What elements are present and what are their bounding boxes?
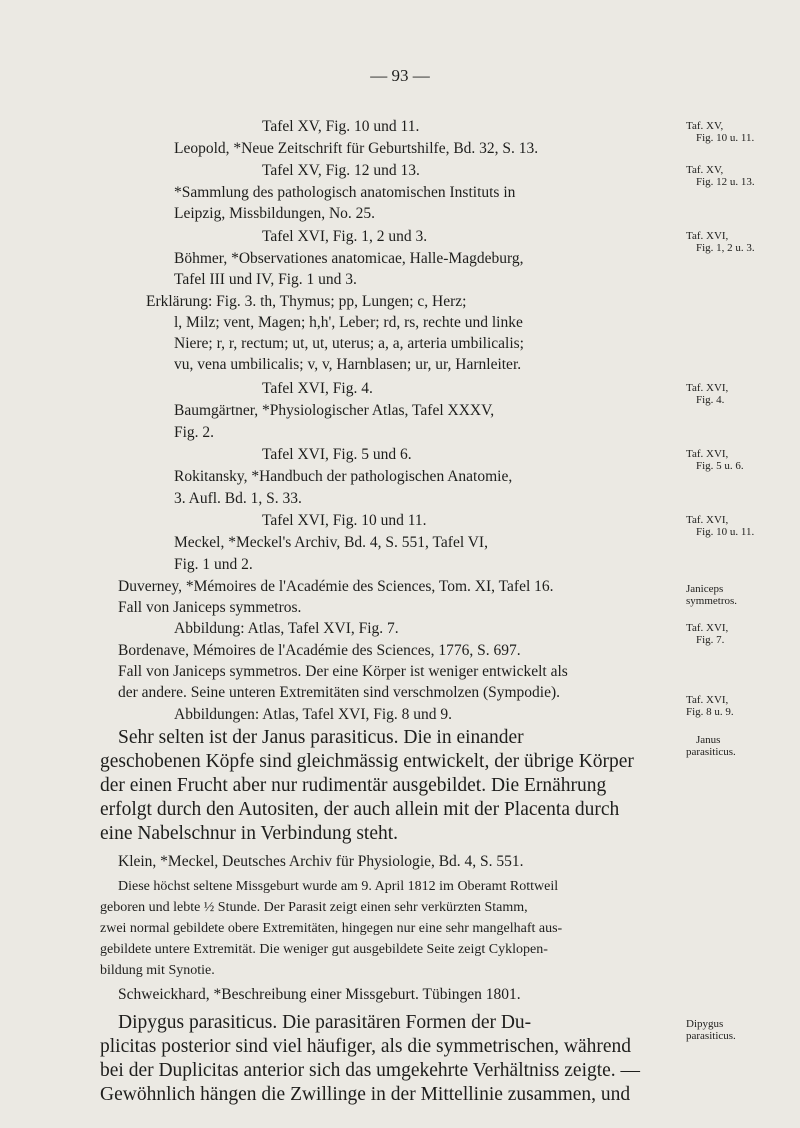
text-line: Klein, *Meckel, Deutsches Archiv für Physiologie, Bd. 4, S. 551. <box>118 853 524 870</box>
text-line: Dipygus parasiticus. Die parasitären Formen der Du- <box>118 1012 532 1033</box>
text-line: Erklärung: Fig. 3. th, Thymus; pp, Lungen; c, Herz; <box>146 293 467 310</box>
margin-note-line: Janus <box>696 734 721 746</box>
margin-note-line: symmetros. <box>686 595 738 607</box>
margin-note-line: Fig. 1, 2 u. 3. <box>696 242 755 254</box>
text-line: Fall von Janiceps symmetros. Der eine Körper ist weniger entwickelt als <box>118 663 568 680</box>
text-line: geboren und lebte ½ Stunde. Der Parasit zeigt einen sehr verkürzten Stamm, <box>100 900 528 915</box>
text-line: Schweickhard, *Beschreibung einer Missgeburt. Tübingen 1801. <box>118 986 521 1003</box>
text-line: gebildete untere Extremität. Die weniger gut ausgebildete Seite zeigt Cyklopen- <box>100 942 548 957</box>
margin-note-line: parasiticus. <box>686 1030 736 1042</box>
text-line: 3. Aufl. Bd. 1, S. 33. <box>174 490 302 507</box>
margin-note <box>686 382 728 406</box>
text-line: vu, vena umbilicalis; v, v, Harnblasen; ur, ur, Harnleiter. <box>174 356 522 373</box>
margin-note-line: Taf. XVI, <box>686 230 729 242</box>
text-line: erfolgt durch den Autositen, der auch allein mit der Placenta durch <box>100 799 620 820</box>
text-line: Niere; r, r, rectum; ut, ut, uterus; a, a, arteria umbilicalis; <box>174 335 524 352</box>
text-line: Leopold, *Neue Zeitschrift für Geburtshilfe, Bd. 32, S. 13. <box>174 140 539 157</box>
margin-note-line: Fig. 7. <box>696 634 725 646</box>
text-line: Rokitansky, *Handbuch der pathologischen Anatomie, <box>174 468 513 485</box>
text-line: l, Milz; vent, Magen; h,h', Leber; rd, rs, rechte und linke <box>174 314 523 331</box>
text-line: Leipzig, Missbildungen, No. 25. <box>174 205 376 222</box>
margin-note <box>686 230 755 254</box>
text-line: Abbildungen: Atlas, Tafel XVI, Fig. 8 und 9. <box>174 706 453 723</box>
text-line: Tafel XV, Fig. 10 und 11. <box>262 118 420 135</box>
margin-note-line: Taf. XV, <box>686 164 724 176</box>
text-line: Duverney, *Mémoires de l'Académie des Sciences, Tom. XI, Tafel 16. <box>118 578 554 595</box>
text-line: Fig. 1 und 2. <box>174 556 253 573</box>
text-line: der einen Frucht aber nur rudimentär ausgebildet. Die Ernährung <box>100 775 607 796</box>
margin-note-line: Dipygus <box>686 1018 724 1030</box>
text-line: bildung mit Synotie. <box>100 963 215 978</box>
margin-note <box>686 694 734 718</box>
margin-note-line: Taf. XVI, <box>686 448 729 460</box>
text-line: Tafel XVI, Fig. 10 und 11. <box>262 512 427 529</box>
margin-note-line: Fig. 4. <box>696 394 725 406</box>
margin-note-line: parasiticus. <box>686 746 736 758</box>
margin-note <box>686 448 744 472</box>
text-line: Tafel XVI, Fig. 5 und 6. <box>262 446 412 463</box>
margin-note-line: Taf. XVI, <box>686 382 729 394</box>
margin-note <box>686 1018 736 1042</box>
margin-note-line: Fig. 12 u. 13. <box>696 176 755 188</box>
margin-note-line: Taf. XVI, <box>686 514 729 526</box>
text-line: Tafel III und IV, Fig. 1 und 3. <box>174 271 357 288</box>
margin-note <box>686 120 754 144</box>
text-line: geschobenen Köpfe sind gleichmässig entwickelt, der übrige Körper <box>100 751 634 772</box>
text-line: bei der Duplicitas anterior sich das umgekehrte Verhältniss zeigte. — <box>100 1060 641 1081</box>
text-line: *Sammlung des pathologisch anatomischen Instituts in <box>174 184 516 201</box>
margin-note <box>686 734 736 758</box>
margin-note-line: Taf. XVI, <box>686 694 729 706</box>
page-number: — 93 — <box>370 66 430 85</box>
margin-note <box>686 622 728 646</box>
text-line: Baumgärtner, *Physiologischer Atlas, Tafel XXXV, <box>174 402 495 419</box>
margin-note-line: Taf. XV, <box>686 120 724 132</box>
margin-note-line: Fig. 5 u. 6. <box>696 460 744 472</box>
text-line: Abbildung: Atlas, Tafel XVI, Fig. 7. <box>174 620 399 637</box>
text-line: Tafel XVI, Fig. 4. <box>262 380 373 397</box>
text-line: Meckel, *Meckel's Archiv, Bd. 4, S. 551, Tafel VI, <box>174 534 488 551</box>
margin-note-line: Janiceps <box>686 583 724 595</box>
text-line: Tafel XV, Fig. 12 und 13. <box>262 162 420 179</box>
text-line: plicitas posterior sind viel häufiger, als die symmetrischen, während <box>100 1036 631 1057</box>
text-line: zwei normal gebildete obere Extremitäten, hingegen nur eine sehr mangelhaft aus- <box>100 921 563 936</box>
text-line: eine Nabelschnur in Verbindung steht. <box>100 823 399 844</box>
text-line: der andere. Seine unteren Extremitäten sind verschmolzen (Sympodie). <box>118 684 561 701</box>
text-line: Fig. 2. <box>174 424 215 441</box>
text-line: Böhmer, *Observationes anatomicae, Halle-Magdeburg, <box>174 250 524 267</box>
margin-note <box>686 514 754 538</box>
margin-note <box>686 583 737 607</box>
margin-note-line: Fig. 8 u. 9. <box>686 706 734 718</box>
text-line: Fall von Janiceps symmetros. <box>118 599 302 616</box>
margin-note-line: Fig. 10 u. 11. <box>696 526 755 538</box>
margin-note <box>686 164 755 188</box>
text-line: Tafel XVI, Fig. 1, 2 und 3. <box>262 228 428 245</box>
margin-note-line: Taf. XVI, <box>686 622 729 634</box>
margin-note-line: Fig. 10 u. 11. <box>696 132 755 144</box>
text-line: Bordenave, Mémoires de l'Académie des Sciences, 1776, S. 697. <box>118 642 521 659</box>
text-line: Gewöhnlich hängen die Zwillinge in der Mittellinie zusammen, und <box>100 1084 631 1105</box>
text-line: Diese höchst seltene Missgeburt wurde am 9. April 1812 im Oberamt Rottweil <box>118 879 559 894</box>
text-line: Sehr selten ist der Janus parasiticus. Die in einander <box>118 727 524 748</box>
